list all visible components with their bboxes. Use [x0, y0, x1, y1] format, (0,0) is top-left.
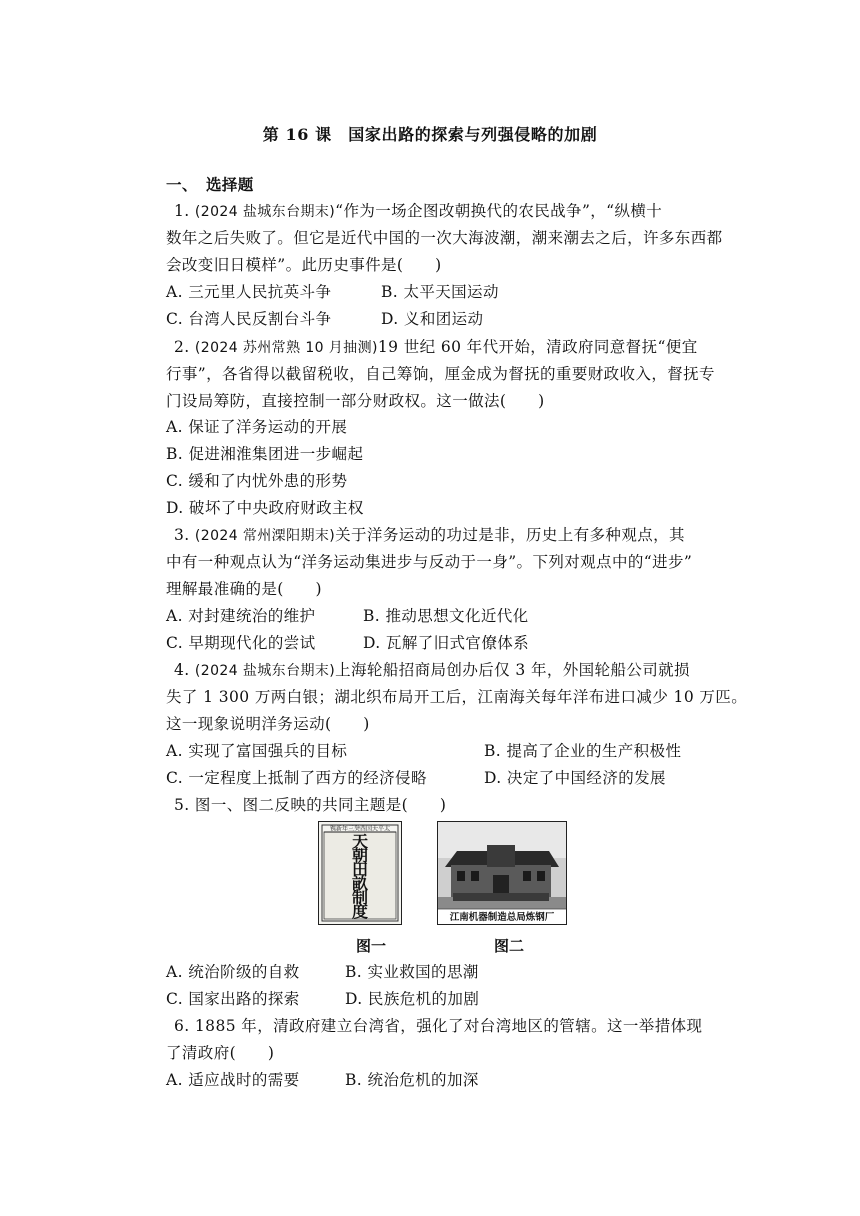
option-d: D. 义和团运动: [381, 310, 484, 328]
option-c: C. 一定程度上抵制了西方的经济侵略: [166, 769, 427, 787]
figure-1-char-4: 畝: [351, 874, 369, 893]
option-d: D. 破坏了中央政府财政主权: [166, 499, 364, 517]
option-a: A. 统治阶级的自救: [166, 963, 300, 981]
figure-1-header: 镌新年三癸酉国天平太: [329, 825, 391, 833]
question-2-line-1: [174, 337, 698, 358]
figure-2-image: [437, 821, 567, 925]
figure-1-char-2: 朝: [351, 846, 369, 865]
question-source: (2024 常州溧阳期末): [194, 528, 336, 544]
factory-photo-illustration: [437, 821, 567, 925]
option-b: B. 太平天国运动: [381, 283, 499, 301]
question-3-line-3: 理解最准确的是( ): [166, 580, 322, 598]
figure-1-image: [318, 821, 402, 925]
question-4-line-2: 失了 1 300 万两白银；湖北织布局开工后，江南海关每年洋布进口减少 10 万匹。: [166, 688, 748, 706]
question-2-line-3: 门设局筹防，直接控制一部分财政权。这一做法( ): [166, 392, 545, 410]
question-4-line-3: 这一现象说明洋务运动( ): [166, 715, 370, 733]
question-source: (2024 苏州常熟 10 月抽测): [194, 340, 378, 356]
question-1-line-1: [174, 201, 662, 222]
question-number: 2.: [174, 338, 195, 356]
book-cover-illustration: [318, 821, 402, 925]
option-b: B. 实业救国的思潮: [345, 963, 479, 981]
question-number: 1.: [174, 202, 195, 220]
option-d: D. 民族危机的加剧: [345, 990, 480, 1008]
option-c: C. 缓和了内忧外患的形势: [166, 472, 348, 490]
question-text: 关于洋务运动的功过是非，历史上有多种观点，其: [335, 526, 685, 544]
section-heading: 一、 选择题: [166, 175, 254, 194]
figure-1-char-6: 度: [351, 902, 369, 921]
option-a: A. 对封建统治的维护: [166, 607, 316, 625]
option-c: C. 早期现代化的尝试: [166, 634, 316, 652]
option-a: A. 适应战时的需要: [166, 1071, 300, 1089]
option-a: A. 三元里人民抗英斗争: [166, 283, 332, 301]
question-2-line-2: 行事”，各省得以截留税收，自己筹饷，厘金成为督抚的重要财政收入，督抚专: [166, 365, 715, 383]
figure-1-char-1: 天: [351, 832, 369, 851]
figure-2-label: 图二: [494, 937, 525, 955]
option-b: B. 促进湘淮集团进一步崛起: [166, 445, 364, 463]
question-source: (2024 盐城东台期末): [194, 663, 336, 679]
page-title: 第 16 课 国家出路的探索与列强侵略的加剧: [262, 125, 598, 144]
question-3-line-1: [174, 525, 685, 546]
figure-1-char-5: 制: [351, 888, 369, 907]
option-c: C. 台湾人民反割台斗争: [166, 310, 332, 328]
question-5-line-1: 5. 图一、图二反映的共同主题是( ): [174, 796, 447, 814]
option-a: A. 实现了富国强兵的目标: [166, 742, 348, 760]
question-text: 上海轮船招商局创办后仅 3 年，外国轮船公司就损: [335, 661, 690, 679]
question-number: 3.: [174, 526, 195, 544]
question-text: “作为一场企图改朝换代的农民战争”，“纵横十: [335, 202, 663, 220]
question-6-line-2: 了清政府( ): [166, 1044, 275, 1062]
option-d: D. 决定了中国经济的发展: [484, 769, 666, 787]
question-text: 19 世纪 60 年代开始，清政府同意督抚“便宜: [377, 338, 698, 356]
question-1-line-2: 数年之后失败了。但它是近代中国的一次大海波潮，潮来潮去之后，许多东西都: [166, 229, 723, 247]
question-source: (2024 盐城东台期末): [194, 204, 336, 220]
option-d: D. 瓦解了旧式官僚体系: [363, 634, 530, 652]
option-b: B. 统治危机的加深: [345, 1071, 479, 1089]
question-3-line-2: 中有一种观点认为“洋务运动集进步与反动于一身”。下列对观点中的“进步”: [166, 553, 693, 571]
question-6-line-1: 6. 1885 年，清政府建立台湾省，强化了对台湾地区的管辖。这一举措体现: [174, 1017, 703, 1035]
question-number: 4.: [174, 661, 195, 679]
question-1-line-3: 会改变旧日模样”。此历史事件是( ): [166, 256, 442, 274]
option-a: A. 保证了洋务运动的开展: [166, 418, 348, 436]
option-b: B. 提高了企业的生产积极性: [484, 742, 682, 760]
option-c: C. 国家出路的探索: [166, 990, 300, 1008]
question-4-line-1: [174, 660, 690, 681]
figure-2-caption: 江南机器制造总局炼钢厂: [449, 912, 555, 923]
figure-1-char-3: 田: [351, 860, 369, 879]
figure-1-label: 图一: [356, 937, 387, 955]
option-b: B. 推动思想文化近代化: [363, 607, 529, 625]
